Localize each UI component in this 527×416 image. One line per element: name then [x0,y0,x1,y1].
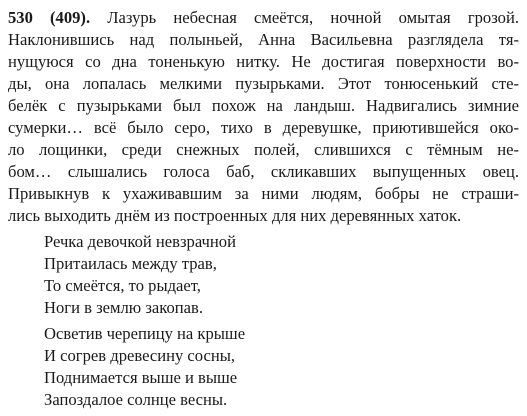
poem-stanza1-line-1: Речка девочкой невзрачной [44,232,236,251]
poem-stanza2-line-2: И согрев древесину сосны, [44,346,236,365]
exercise-line-5: белёк с пузырьками был похож на ландыш. Надвигались зимние [8,96,519,115]
exercise-number: 530 (409). [8,8,91,27]
exercise-line-4: ды, она лопалась мелкими пузырьками. Этот тонюсенький сте- [8,74,519,93]
exercise-line-1: Лазурь небесная смеётся, ночной омытая грозой. [107,8,519,27]
poem-stanza1-line-3: То смеётся, то рыдает, [44,276,201,295]
exercise-first-line [8,8,519,28]
poem-stanza2-line-3: Поднимается выше и выше [44,368,238,387]
exercise-line-6: сумерки… всё было серо, тихо в деревушке, приютившейся око- [8,118,519,137]
exercise-line-2: Наклонившись над полыньей, Анна Васильевна разглядела тя- [8,30,519,49]
poem-stanza1-line-4: Ноги в землю закопав. [44,298,204,317]
poem-stanza2-line-4: Запоздалое солнце весны. [44,390,228,409]
exercise-line-3: нущуюся со дна тоненькую нитку. Не достигая поверхности во- [8,52,519,71]
exercise-line-7: ло лощинки, среди снежных полей, слившихся с тёмным не- [8,140,519,159]
poem-stanza1-line-2: Притаилась между трав, [44,254,217,273]
exercise-line-10: лись выходить днём из построенных для них деревянных хаток. [8,206,462,225]
exercise-line-9: Привыкнув к ухаживавшим за ними людям, бобры не страши- [8,184,519,203]
poem-stanza2-line-1: Осветив черепицу на крыше [44,324,246,343]
exercise-line-8: бом… слышались голоса баб, скликавших выпущенных овец. [8,162,519,181]
